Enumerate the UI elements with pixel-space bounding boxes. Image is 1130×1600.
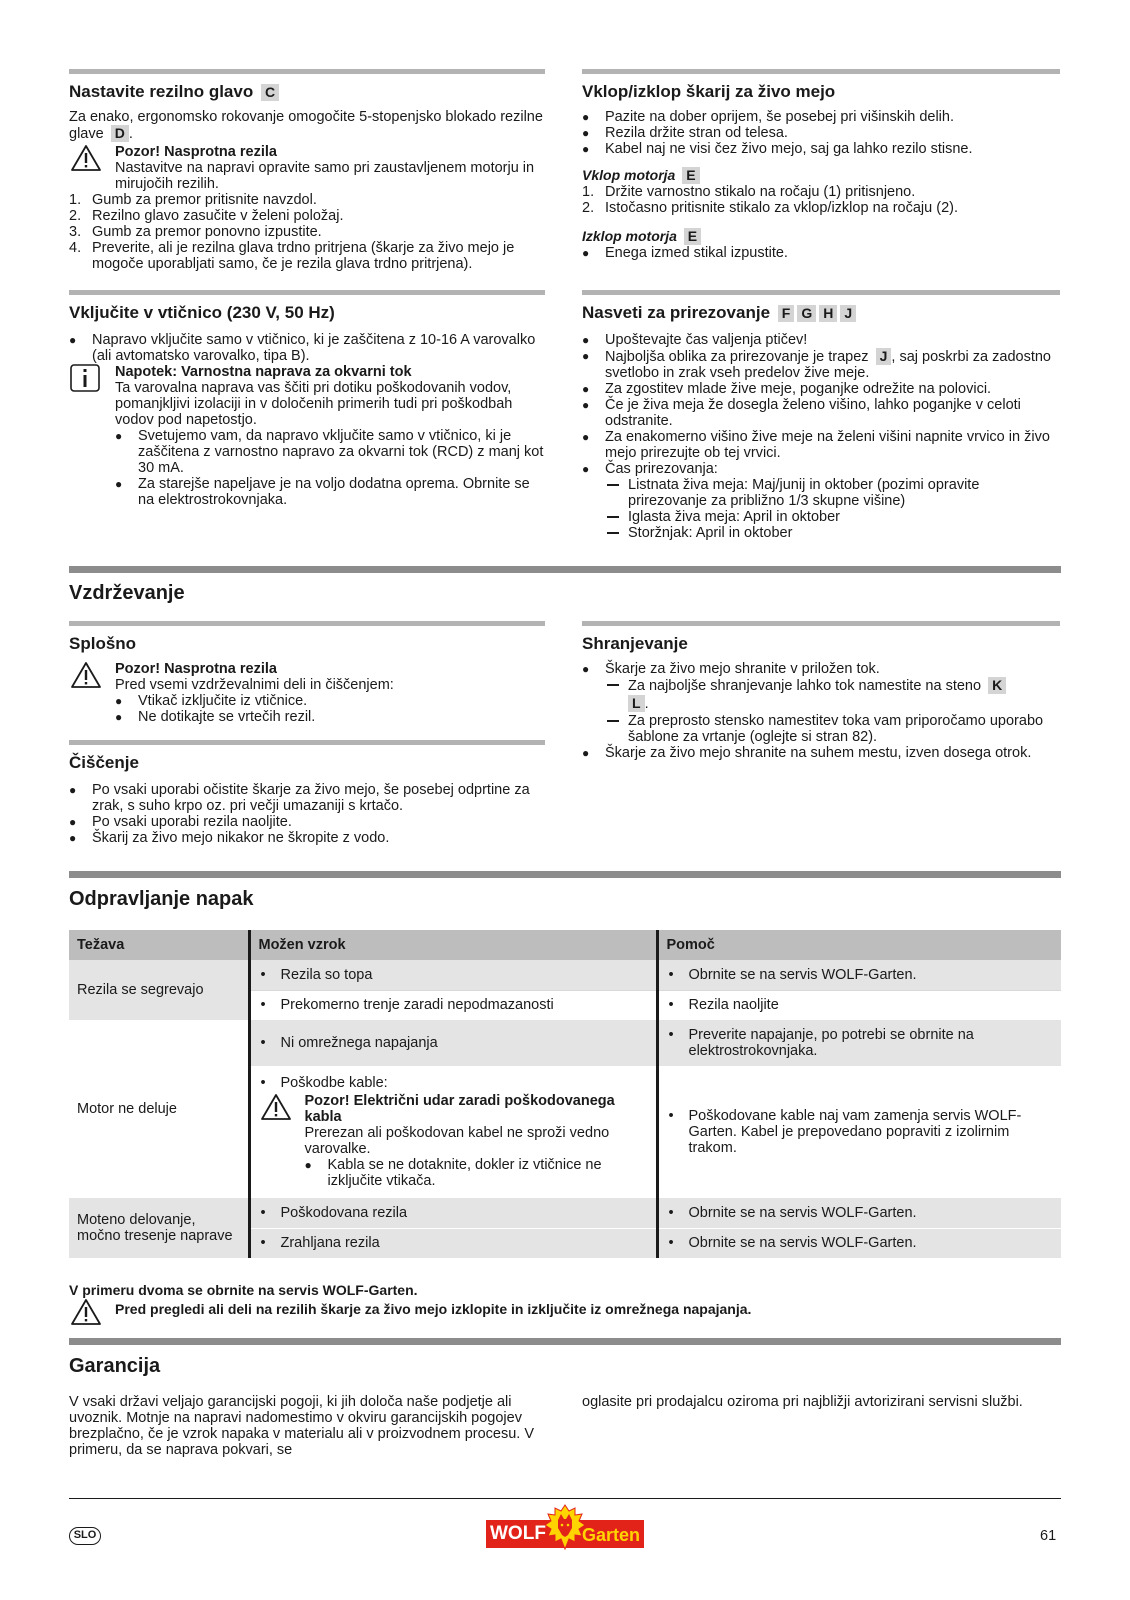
note-title: Napotek: Varnostna naprava za okvarni tok [115, 364, 412, 380]
section-ciscenje [69, 740, 545, 846]
logo-garten-text: Garten [582, 1525, 641, 1545]
list-item: ● Škarje za živo mejo shranite v priložen tok. Za najboljše shranjevanje lahko tok namestite na steno K L . Za preprosto stensko namestitev toka vam priporočamo uporabo šablone za vrtanje (oglejte si stran 82). [582, 661, 1060, 745]
warning-title: Pozor! Električni udar zaradi poškodovanega kabla [304, 1093, 615, 1125]
list-item: ● Rezila držite stran od telesa. [582, 125, 1060, 141]
help-cell: • Obrnite se na servis WOLF-Garten. [657, 960, 1061, 990]
final-warning [70, 1298, 1060, 1317]
figure-key: K [988, 677, 1006, 694]
list-item: ● Za enakomerno višino žive meje na želeni višini napnite vrvico in živo mejo prirezujte ob tej vrvici. [582, 429, 1060, 461]
list-item: 2. Istočasno pritisnite stikalo za vklop/izklop na ročaju (2). [582, 200, 958, 216]
help-cell: • Rezila naoljite [657, 990, 1061, 1020]
section-title: Čiščenje [69, 753, 139, 772]
cause-cell: • Zrahljana rezila [249, 1228, 657, 1258]
figure-key: E [684, 228, 701, 245]
list-item: ● Pazite na dober oprijem, še posebej pri višinskih delih. [582, 109, 1060, 125]
bullet-list [582, 332, 1060, 541]
list-item: ● Po vsaki uporabi rezila naoljite. [69, 814, 545, 830]
list-item: Za preprosto stensko namestitev toka vam priporočamo uporabo šablone za vrtanje (oglejte si stran 82). [605, 713, 1060, 745]
logo-wolf-text: WOLF [490, 1523, 546, 1544]
info-icon [70, 364, 100, 396]
warning-text: Nastavitve na napravi opravite samo pri zaustavljenem motorju in mirujočih rezilih. [115, 160, 535, 192]
list-item: Za najboljše shranjevanje lahko tok namestite na steno K L . [605, 677, 1060, 713]
list-item: ● Upoštevajte čas valjenja ptičev! [582, 332, 1060, 348]
subheading-vklop: Vklop motorja E [582, 167, 1060, 184]
list-item: ● Enega izmed stikal izpustite. [582, 245, 1060, 261]
help-cell: • Obrnite se na servis WOLF-Garten. [657, 1228, 1061, 1258]
section-divider [582, 621, 1060, 626]
steps-list [582, 184, 1060, 216]
warning-triangle-icon [70, 1298, 102, 1330]
cause-cell: • Poškodbe kable: Pozor! Električni udar zaradi poškodovanega kabla Prerezan ali poškodovan kabel ne sproži vedno varovalke. ● Kabla se ne dotaknite, dokler iz vtičnice ne izključite vtikača. [249, 1066, 657, 1198]
section-splosno [69, 621, 545, 725]
section-title: Shranjevanje [582, 634, 688, 653]
warning-note [69, 144, 545, 192]
list-item: ● Svetujemo vam, da napravo vključite samo v vtičnico, ki je zaščitena z varnostno napravo za okvarni tok (RCD) z manj kot 30 mA. [115, 428, 545, 476]
cause-cell: • Poškodovana rezila [249, 1198, 657, 1228]
figure-key: D [111, 125, 129, 142]
chapter-divider [69, 566, 1061, 573]
figure-key: J [876, 348, 892, 365]
section-divider [582, 290, 1060, 295]
warning-text: Pred vsemi vzdrževalnimi deli in čiščenjem: [115, 677, 394, 693]
warning-note [69, 661, 545, 725]
figure-key: J [840, 305, 856, 322]
chapter-divider [69, 1338, 1061, 1345]
section-title: Nasveti za prirezovanje F G H J [582, 303, 1060, 323]
cause-cell: • Rezila so topa [249, 960, 657, 990]
list-item: 1. Gumb za premor pritisnite navzdol. [69, 192, 317, 208]
warning-triangle-icon [260, 1093, 292, 1125]
table-header: Težava [69, 930, 249, 960]
steps-list [69, 192, 545, 272]
warning-title: Pozor! Nasprotna rezila [115, 661, 277, 677]
bullet-list [69, 782, 545, 846]
warning-title: Pozor! Nasprotna rezila [115, 144, 277, 160]
warning-triangle-icon [70, 661, 102, 693]
warning-note [259, 1093, 648, 1189]
list-item: ● Kabel naj ne visi čez živo mejo, saj ga lahko rezilo stisne. [582, 141, 1060, 157]
list-item: ● Po vsaki uporabi očistite škarje za živo mejo, še posebej odprtine za zrak, s suho krpo oz. pri večji umazaniji s krtačo. [69, 782, 545, 814]
section-title: Splošno [69, 634, 137, 653]
table-header: Možen vzrok [249, 930, 657, 960]
list-item: ● Za zgostitev mlade žive meje, poganjke odrežite na polovici. [582, 381, 1060, 397]
list-item: ● Najboljša oblika za prirezovanje je trapez J , saj poskrbi za zadostno svetlobo in zrak vseh predelov žive meje. [582, 348, 1060, 381]
list-item: ● Kabla se ne dotaknite, dokler iz vtičnice ne izključite vtikača. [305, 1157, 648, 1189]
list-item: Storžnjak: April in oktober [605, 525, 1060, 541]
warranty-text-right: oglasite pri prodajalcu oziroma pri najbližji avtorizirani servisni službi. [582, 1394, 1023, 1410]
problem-cell: Rezila se segrevajo [69, 960, 249, 1020]
cause-cell: • Prekomerno trenje zaradi nepodmazanosti [249, 990, 657, 1020]
chapter-title: Vzdrževanje [69, 582, 185, 604]
section-title: Vklop/izklop škarij za živo mejo [582, 82, 836, 101]
section-divider [69, 740, 545, 745]
country-badge: SLO [69, 1527, 101, 1545]
section-nasveti [582, 290, 1060, 541]
logo-emblem-icon [544, 1504, 586, 1550]
warning-text: Pred pregledi ali deli na rezilih škarje za živo mejo izklopite in izključite iz omrežnega napajanja. [115, 1301, 752, 1317]
troubleshooting-table [69, 930, 1061, 1258]
figure-key: G [797, 305, 816, 322]
chapter-title: Odpravljanje napak [69, 888, 254, 910]
section-vklop-izklop [582, 69, 1060, 261]
list-item: ● Za starejše napeljave je na voljo dodatna oprema. Obrnite se na elektrostrokovnjaka. [115, 476, 545, 508]
list-item: ● Čas prirezovanja: Listnata živa meja: Maj/junij in oktober (pozimi opravite prirezovanje za približno 1/3 skupne višine) Iglasta živa meja: April in oktober Storžnjak: April in oktober [582, 461, 1060, 541]
warning-text: Prerezan ali poškodovan kabel ne sproži vedno varovalke. [304, 1125, 610, 1157]
bullet-list [582, 245, 1060, 261]
wolf-garten-logo [486, 1504, 644, 1550]
section-divider [69, 69, 545, 74]
table-header: Pomoč [657, 930, 1061, 960]
dash-list [605, 677, 1060, 745]
bullet-list [305, 1157, 648, 1189]
figure-key: H [819, 305, 837, 322]
table-row [69, 1020, 1061, 1066]
problem-cell: Moteno delovanje, močno tresenje naprave [69, 1198, 249, 1258]
figure-key: E [682, 167, 699, 184]
info-note [69, 364, 545, 508]
list-item: ● Ne dotikajte se vrtečih rezil. [115, 709, 545, 725]
section-title: Nastavite rezilno glavo C [69, 82, 545, 102]
problem-cell: Motor ne deluje [69, 1020, 249, 1198]
list-item: Listnata živa meja: Maj/junij in oktober (pozimi opravite prirezovanje za približno 1/3 skupne višine) [605, 477, 1060, 509]
chapter-title: Garancija [69, 1355, 161, 1377]
note-text: Ta varovalna naprava vas ščiti pri dotiku poškodovanih vodov, pomanjkljivi izolaciji in v določenih primerih tudi pri poškodbah vodov pod napetostjo. [115, 380, 513, 428]
figure-key: F [778, 305, 795, 322]
table-header-row [69, 930, 1061, 960]
bullet-list [115, 693, 545, 725]
bullet-list [582, 661, 1060, 761]
page-number: 61 [1040, 1528, 1057, 1544]
help-cell: • Poškodovane kable naj vam zamenja servis WOLF-Garten. Kabel je prepovedano popraviti z izolirnim trakom. [657, 1066, 1061, 1198]
paragraph: Za enako, ergonomsko rokovanje omogočite 5-stopenjsko blokado rezilne glave D . [69, 109, 543, 142]
list-item: ● Škarje za živo mejo shranite na suhem mestu, izven dosega otrok. [582, 745, 1060, 761]
list-item: 1. Držite varnostno stikalo na ročaju (1) pritisnjeno. [582, 184, 916, 200]
doubt-note: V primeru dvoma se obrnite na servis WOLF-Garten. [69, 1282, 418, 1298]
note-bullets [115, 428, 545, 508]
section-rezilna-glava [69, 69, 545, 272]
list-item: ● Škarij za živo mejo nikakor ne škropite z vodo. [69, 830, 545, 846]
list-item: Iglasta živa meja: April in oktober [605, 509, 1060, 525]
help-cell: • Preverite napajanje, po potrebi se obrnite na elektrostrokovnjaka. [657, 1020, 1061, 1066]
figure-key: L [628, 695, 645, 712]
list-item: ● Napravo vključite samo v vtičnico, ki je zaščitena z 10-16 A varovalko (ali avtomatsko varovalko, tipa B). [69, 332, 545, 364]
section-title: Vključite v vtičnico (230 V, 50 Hz) [69, 303, 335, 322]
warning-triangle-icon [70, 144, 102, 176]
list-item: 4. Preverite, ali je rezilna glava trdno pritrjena (škarje za živo mejo je mogoče uporabljati samo, če je rezila glava trdno pritrjena). [69, 240, 515, 272]
subheading-izklop: Izklop motorja E [582, 228, 1060, 245]
table-row [69, 1198, 1061, 1228]
chapter-divider [69, 871, 1061, 878]
footer-divider [69, 1498, 1061, 1499]
figure-key: C [261, 84, 279, 101]
bullet-list [69, 332, 545, 364]
list-item: 2. Rezilno glavo zasučite v želeni položaj. [69, 208, 344, 224]
section-divider [69, 621, 545, 626]
table-row [69, 960, 1061, 990]
help-cell: • Obrnite se na servis WOLF-Garten. [657, 1198, 1061, 1228]
list-item: 3. Gumb za premor ponovno izpustite. [69, 224, 322, 240]
cause-cell: • Ni omrežnega napajanja [249, 1020, 657, 1066]
list-item: ● Če je živa meja že dosegla želeno višino, lahko poganjke v celoti odstranite. [582, 397, 1060, 429]
section-shranjevanje [582, 621, 1060, 761]
list-item: ● Vtikač izključite iz vtičnice. [115, 693, 545, 709]
bullet-list [582, 109, 1060, 157]
section-divider [69, 290, 545, 295]
section-vticnica [69, 290, 545, 508]
dash-list [605, 477, 1060, 541]
warranty-text-left: V vsaki državi veljajo garancijski pogoji, ki jih določa naše podjetje ali uvoznik. Motnje na napravi nadomestimo v okviru garancijskih pogojev brezplačno, če je vzrok napaka v materialu ali v proizvodnem procesu. V primeru, da se naprava pokvari, se [69, 1394, 535, 1458]
section-divider [582, 69, 1060, 74]
